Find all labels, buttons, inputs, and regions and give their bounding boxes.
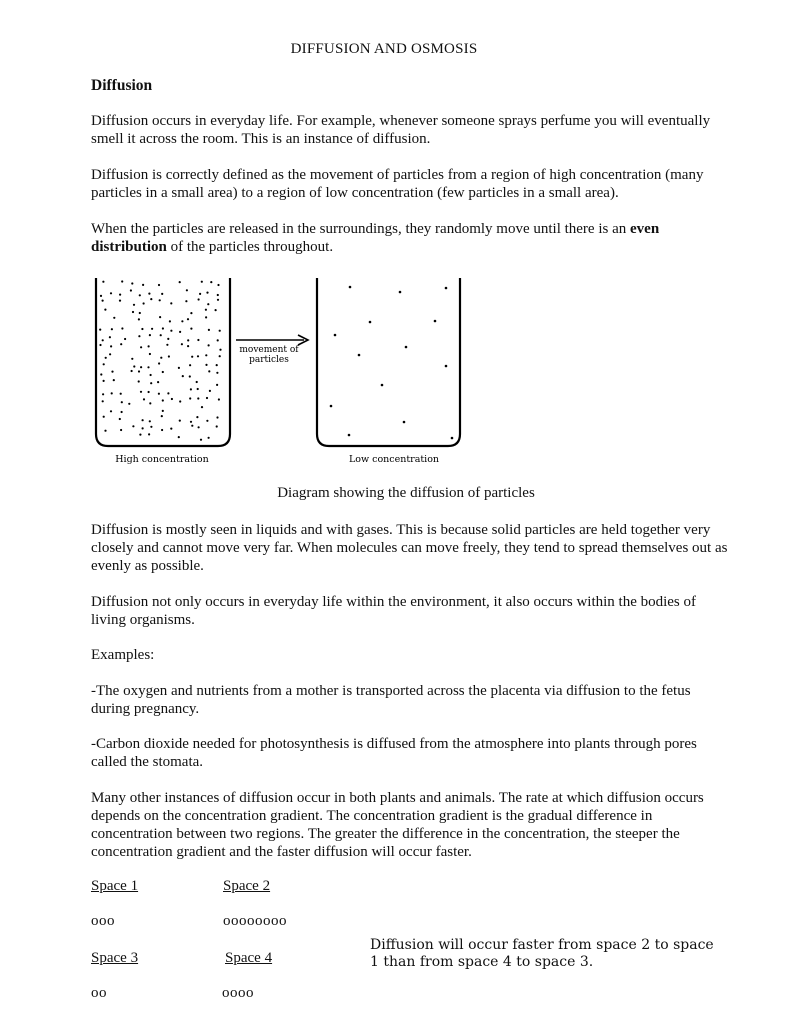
particle <box>157 381 159 383</box>
particle <box>138 370 140 372</box>
particle <box>170 330 172 332</box>
particle <box>197 355 199 357</box>
particle <box>140 366 142 368</box>
particle <box>109 353 111 355</box>
left-beaker-label: High concentration <box>115 454 209 465</box>
particle <box>131 370 133 372</box>
particle <box>104 309 106 311</box>
particle <box>189 397 191 399</box>
paragraph-3-text-a: When the particles are released in the surroundings, they randomly move until there is an <box>91 221 630 237</box>
particle <box>179 281 181 283</box>
particle <box>139 434 141 436</box>
particle <box>150 374 152 376</box>
particle <box>201 281 203 283</box>
particle <box>185 300 187 302</box>
particle <box>148 391 150 393</box>
particle <box>161 415 163 417</box>
paragraph-4: Diffusion is mostly seen in liquids and with gases. This is because solid particles are held together very closely and cannot move very far. When molecules can move freely, they tend to spread themselves out as evenly as possible. <box>91 522 728 574</box>
particle <box>160 357 162 359</box>
particle <box>100 295 102 297</box>
particle <box>178 367 180 369</box>
particle <box>170 302 172 304</box>
particle <box>142 419 144 421</box>
particle <box>162 399 164 401</box>
particle <box>138 335 140 337</box>
particle <box>132 425 134 427</box>
particle <box>179 331 181 333</box>
particle <box>171 398 173 400</box>
particle <box>142 427 144 429</box>
particle <box>358 354 361 357</box>
diffusion-note: Diffusion will occur faster from space 2 to space 1 than from space 4 to space 3. <box>370 937 714 970</box>
particle <box>102 400 104 402</box>
particle <box>215 309 217 311</box>
particle <box>148 345 150 347</box>
particle <box>99 344 101 346</box>
example-2: -Carbon dioxide needed for photosynthesis is diffused from the atmosphere into plants through pores called the stomata. <box>91 736 697 770</box>
particle <box>216 364 218 366</box>
particle <box>138 380 140 382</box>
particle <box>158 362 160 364</box>
particle <box>128 403 130 405</box>
particle <box>205 364 207 366</box>
particle <box>208 370 210 372</box>
particle <box>103 416 105 418</box>
particle <box>159 299 161 301</box>
particle <box>381 384 384 387</box>
particle <box>186 289 188 291</box>
space-4-value: oooo <box>222 985 254 1001</box>
particle <box>110 292 112 294</box>
particle <box>196 381 198 383</box>
particle <box>197 339 199 341</box>
particle <box>111 328 113 330</box>
particle <box>151 328 153 330</box>
particle <box>219 355 221 357</box>
particle <box>199 293 201 295</box>
particle <box>139 312 141 314</box>
particle <box>140 391 142 393</box>
paragraph-1: Diffusion occurs in everyday life. For example, whenever someone sprays perfume you will eventually smell it across the room. This is an instance of diffusion. <box>91 113 711 147</box>
paragraph-3-bold: even distribution <box>91 221 660 255</box>
particle <box>330 405 333 408</box>
particle <box>217 294 219 296</box>
section-heading: Diffusion <box>91 77 153 94</box>
particle <box>178 436 180 438</box>
particle <box>206 397 208 399</box>
particle <box>217 339 219 341</box>
particle <box>133 304 135 306</box>
particle <box>110 410 112 412</box>
particle <box>143 302 145 304</box>
particle <box>216 416 218 418</box>
particle <box>149 402 151 404</box>
particle <box>119 294 121 296</box>
particle <box>120 429 122 431</box>
particle <box>208 437 210 439</box>
particle <box>103 363 105 365</box>
particle <box>208 344 210 346</box>
paragraph-3-text-b: of the particles throughout. <box>166 239 334 255</box>
space-3-value: oo <box>91 985 107 1001</box>
examples-label: Examples: <box>91 647 155 663</box>
particle <box>160 334 162 336</box>
particle <box>150 382 152 384</box>
diagram-caption: Diagram showing the diffusion of particles <box>277 485 535 501</box>
high-concentration-particles <box>99 280 221 440</box>
particle <box>217 284 219 286</box>
particle <box>189 375 191 377</box>
particle <box>181 343 183 345</box>
space-2-label: Space 2 <box>223 878 271 894</box>
particle <box>104 430 106 432</box>
right-beaker-label: Low concentration <box>348 454 440 465</box>
particle <box>182 375 184 377</box>
paragraph-5: Diffusion not only occurs in everyday life within the environment, it also occurs within the bodies of living organisms. <box>91 594 697 628</box>
particle <box>399 291 402 294</box>
particle <box>445 365 448 368</box>
particle <box>121 280 123 282</box>
particle <box>131 282 133 284</box>
particle <box>205 354 207 356</box>
paragraph-3 <box>91 220 731 256</box>
particle <box>124 338 126 340</box>
particle <box>349 286 352 289</box>
particle <box>179 420 181 422</box>
particle <box>206 420 208 422</box>
particle <box>162 410 164 412</box>
particle <box>403 421 406 424</box>
particle <box>100 373 102 375</box>
particle <box>109 336 111 338</box>
particle <box>140 346 142 348</box>
particle <box>119 418 121 420</box>
particle <box>131 358 133 360</box>
particle <box>170 428 172 430</box>
particle <box>158 393 160 395</box>
diffusion-diagram <box>86 272 476 468</box>
particle <box>143 398 145 400</box>
particle <box>201 406 203 408</box>
particle <box>162 327 164 329</box>
particle <box>169 320 171 322</box>
particle <box>451 437 454 440</box>
space-1-label: Space 1 <box>91 878 139 894</box>
particle <box>190 328 192 330</box>
particle <box>113 379 115 381</box>
particle <box>148 433 150 435</box>
paragraph-6: Many other instances of diffusion occur in both plants and animals. The rate at which diffusion occurs depends on the concentration gradient. The concentration gradient is the gradual difference in concentration between two regions. The greater the difference in the concentration, the steeper the concentration gradient and the faster diffusion will occur faster. <box>91 790 704 860</box>
particle <box>121 401 123 403</box>
particle <box>149 420 151 422</box>
particle <box>168 355 170 357</box>
particle <box>103 380 105 382</box>
particle <box>216 384 218 386</box>
particle <box>105 357 107 359</box>
particle <box>187 345 189 347</box>
particle <box>102 300 104 302</box>
particle <box>138 318 140 320</box>
particle <box>198 426 200 428</box>
particle <box>110 345 112 347</box>
particle <box>216 372 218 374</box>
particle <box>369 321 372 324</box>
particle <box>148 293 150 295</box>
particle <box>200 439 202 441</box>
particle <box>216 425 218 427</box>
particle <box>445 287 448 290</box>
particle <box>167 392 169 394</box>
particle <box>187 318 189 320</box>
particle <box>179 400 181 402</box>
arrow-label-line2: particles <box>249 355 289 365</box>
particle <box>161 293 163 295</box>
particle <box>217 299 219 301</box>
particle <box>120 343 122 345</box>
particle <box>219 330 221 332</box>
particle <box>190 388 192 390</box>
particle <box>197 388 199 390</box>
particle <box>191 425 193 427</box>
particle <box>119 300 121 302</box>
paragraph-2: Diffusion is correctly defined as the movement of particles from a region of high concentration (many particles in a small area) to a region of low concentration (few particles in a small area). <box>91 167 704 201</box>
particle <box>208 329 210 331</box>
space-2-value: oooooooo <box>223 913 287 929</box>
particle <box>210 281 212 283</box>
particle <box>130 289 132 291</box>
particle <box>434 320 437 323</box>
particle <box>166 344 168 346</box>
particle <box>190 421 192 423</box>
particle <box>113 317 115 319</box>
particle <box>190 312 192 314</box>
particle <box>139 294 141 296</box>
particle <box>141 328 143 330</box>
particle <box>149 353 151 355</box>
particle <box>120 393 122 395</box>
particle <box>196 416 198 418</box>
right-beaker <box>317 278 460 446</box>
particle <box>133 365 135 367</box>
particle <box>162 371 164 373</box>
low-concentration-particles <box>330 286 454 440</box>
particle <box>121 411 123 413</box>
particle <box>158 284 160 286</box>
example-1: -The oxygen and nutrients from a mother is transported across the placenta via diffusion to the fetus during pregnancy. <box>91 683 691 717</box>
particle <box>189 364 191 366</box>
space-4-label: Space 4 <box>225 950 273 966</box>
particle <box>167 338 169 340</box>
particle <box>147 366 149 368</box>
particle <box>205 309 207 311</box>
particle <box>102 393 104 395</box>
particle <box>187 339 189 341</box>
particle <box>161 429 163 431</box>
particle <box>132 311 134 313</box>
particle <box>206 292 208 294</box>
particle <box>334 334 337 337</box>
particle <box>142 284 144 286</box>
particle <box>111 392 113 394</box>
arrow-label-line1: movement of <box>239 345 299 355</box>
particle <box>198 298 200 300</box>
particle <box>159 316 161 318</box>
space-1-value: ooo <box>91 913 115 929</box>
particle <box>99 329 101 331</box>
particle <box>181 320 183 322</box>
particle <box>150 426 152 428</box>
particle <box>218 398 220 400</box>
particle <box>102 281 104 283</box>
space-3-label: Space 3 <box>91 950 139 966</box>
particle <box>205 316 207 318</box>
particle <box>121 327 123 329</box>
particle <box>111 371 113 373</box>
particle <box>405 346 408 349</box>
particle <box>149 334 151 336</box>
particle <box>348 434 351 437</box>
left-beaker <box>96 278 230 446</box>
document-title: DIFFUSION AND OSMOSIS <box>290 41 478 57</box>
particle <box>197 397 199 399</box>
particle <box>102 339 104 341</box>
particle <box>150 298 152 300</box>
particle <box>219 349 221 351</box>
particle <box>191 356 193 358</box>
particle <box>207 303 209 305</box>
particle <box>209 390 211 392</box>
